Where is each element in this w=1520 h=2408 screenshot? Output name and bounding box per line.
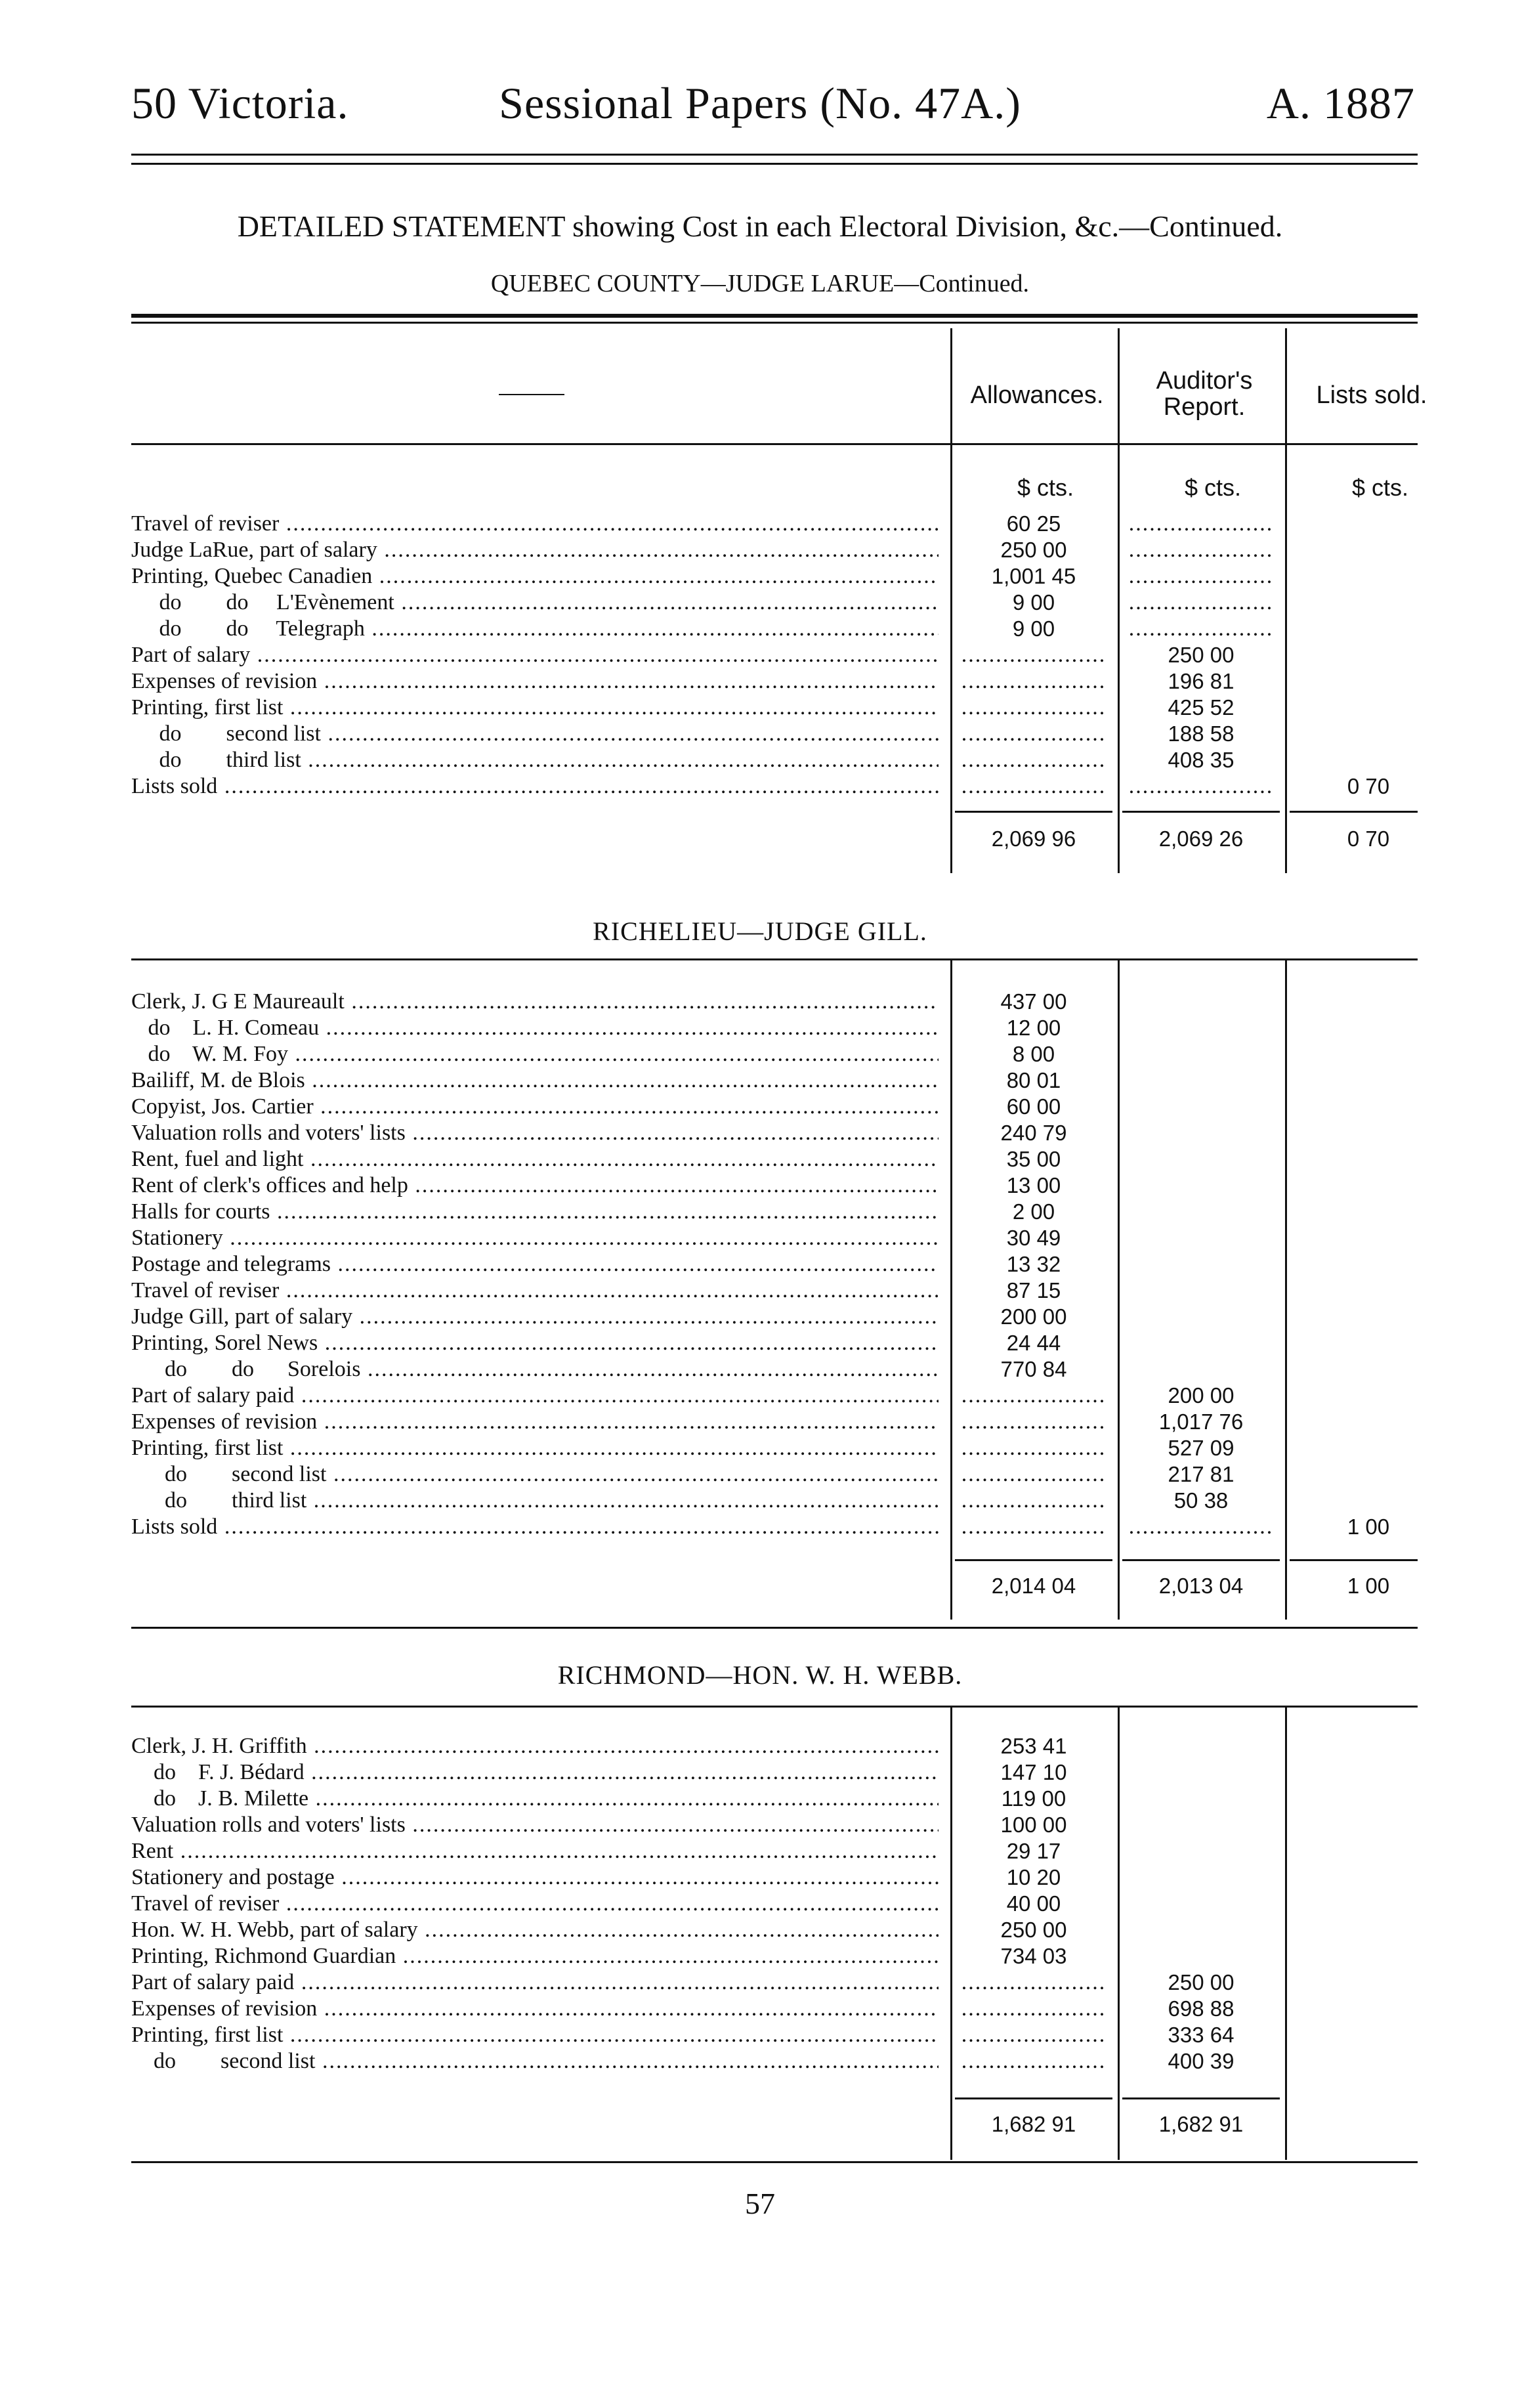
total-rule xyxy=(955,811,1112,813)
row-label: Rent, fuel and light ..... xyxy=(131,1146,939,1172)
table-row xyxy=(131,668,1418,695)
row-label: Stationery ..... xyxy=(131,1225,939,1251)
row-label: Valuation rolls and voters' lists ..... xyxy=(131,1120,939,1146)
row-label: Travel of reviser ..... xyxy=(131,1278,939,1304)
table-top-rule-thin xyxy=(131,322,1418,324)
total-rule xyxy=(1122,2097,1280,2099)
table-row xyxy=(131,1409,1418,1435)
cell-allowances: 29 17 xyxy=(1006,1839,1061,1863)
cell-allowances: 60 25 xyxy=(1006,511,1061,536)
table-row xyxy=(131,1199,1418,1225)
cell-allowances: 1,001 45 xyxy=(991,564,1076,588)
table-row xyxy=(131,1251,1418,1278)
cell-report: 196 81 xyxy=(1168,669,1235,693)
dot-leader: ..................... xyxy=(961,643,1107,667)
table-row xyxy=(131,1172,1418,1199)
cell-allowances: 40 00 xyxy=(1006,1891,1061,1916)
table-row xyxy=(131,1864,1418,1891)
cell-report: 425 52 xyxy=(1168,695,1235,720)
dot-leader: ..................... xyxy=(961,721,1107,746)
row-label: do do Sorelois ..... xyxy=(131,1356,939,1383)
table-row xyxy=(131,1094,1418,1120)
total-sold: 0 70 xyxy=(1347,827,1390,851)
row-label: Part of salary ..... xyxy=(131,642,939,668)
cell-allowances: 253 41 xyxy=(1000,1734,1067,1758)
header-rule-top xyxy=(131,154,1418,156)
cell-allowances: 200 00 xyxy=(1000,1304,1067,1329)
cell-allowances: 2 00 xyxy=(1012,1199,1055,1224)
row-label: Part of salary paid ..... xyxy=(131,1383,939,1409)
dot-leader: ..................... xyxy=(961,1996,1107,2021)
cell-allowances: 8 00 xyxy=(1012,1042,1055,1066)
row-label: Hon. W. H. Webb, part of salary ..... xyxy=(131,1917,939,1943)
row-label: Expenses of revision ..... xyxy=(131,1409,939,1435)
dot-leader: ..................... xyxy=(961,1462,1107,1486)
cell-allowances: 119 00 xyxy=(1001,1786,1066,1811)
cell-allowances: 35 00 xyxy=(1006,1147,1061,1171)
row-label: do third list ..... xyxy=(131,747,939,773)
cell-allowances: 10 20 xyxy=(1006,1865,1061,1889)
table-row xyxy=(131,642,1418,668)
header-rule-bottom xyxy=(131,163,1418,165)
row-label: Part of salary paid ..... xyxy=(131,1969,939,1996)
row-label: Printing, first list ..... xyxy=(131,1435,939,1461)
table-row xyxy=(131,1759,1418,1786)
cell-allowances: 80 01 xyxy=(1006,1068,1061,1092)
header-center: Sessional Papers (No. 47A.) xyxy=(499,78,1021,128)
table-row xyxy=(131,1838,1418,1864)
table-row xyxy=(131,2022,1418,2048)
table-row xyxy=(131,1383,1418,1409)
row-label: Rent of clerk's offices and help ..... xyxy=(131,1172,939,1199)
total-rule xyxy=(1122,1559,1280,1561)
total-allowances: 2,014 04 xyxy=(991,1574,1076,1598)
table-row xyxy=(131,1943,1418,1969)
cell-allowances: 24 44 xyxy=(1006,1331,1061,1355)
row-label: do do L'Evènement ..... xyxy=(131,590,939,616)
total-allowances: 2,069 96 xyxy=(991,827,1076,851)
table-row xyxy=(131,1786,1418,1812)
row-label: Clerk, J. G E Maureault ..... xyxy=(131,989,939,1015)
section-subtitle: QUEBEC COUNTY—JUDGE LARUE—Continued. xyxy=(490,270,1030,297)
dot-leader: ..................... xyxy=(961,748,1107,772)
dot-leader: ..................... xyxy=(961,1383,1107,1408)
cell-allowances: 13 32 xyxy=(1006,1252,1061,1276)
row-label: Judge Gill, part of salary ..... xyxy=(131,1304,939,1330)
table-row xyxy=(131,1461,1418,1488)
table-row xyxy=(131,1330,1418,1356)
table-row xyxy=(131,989,1418,1015)
row-label: Stationery and postage ..... xyxy=(131,1864,939,1891)
row-label: Copyist, Jos. Cartier ..... xyxy=(131,1094,939,1120)
section-rule xyxy=(131,1627,1418,1629)
row-label: Printing, Sorel News ..... xyxy=(131,1330,939,1356)
table-row xyxy=(131,1067,1418,1094)
dot-leader: ..................... xyxy=(961,2023,1107,2047)
total-report: 2,069 26 xyxy=(1158,827,1244,851)
row-label: Bailiff, M. de Blois ..... xyxy=(131,1067,939,1094)
table-row xyxy=(131,537,1418,563)
row-label: do W. M. Foy ..... xyxy=(131,1041,939,1067)
row-label: Printing, first list ..... xyxy=(131,2022,939,2048)
table-row xyxy=(131,773,1418,800)
row-label: do second list ..... xyxy=(131,721,939,747)
table-row xyxy=(131,747,1418,773)
header-bottom-rule xyxy=(131,443,1418,445)
cell-report: 400 39 xyxy=(1168,2049,1235,2073)
total-report: 2,013 04 xyxy=(1158,1574,1244,1598)
row-label: Rent ..... xyxy=(131,1838,939,1864)
cell-allowances: 734 03 xyxy=(1000,1944,1067,1968)
row-label: Lists sold ..... xyxy=(131,773,939,800)
dot-leader: ..................... xyxy=(961,774,1107,798)
row-label: Clerk, J. H. Griffith ..... xyxy=(131,1733,939,1759)
cell-allowances: 9 00 xyxy=(1012,616,1055,641)
row-label: Printing, Richmond Guardian ..... xyxy=(131,1943,939,1969)
dot-leader: ..................... xyxy=(1128,511,1274,536)
table-row xyxy=(131,1435,1418,1461)
total-sold: 1 00 xyxy=(1347,1574,1390,1598)
table-row xyxy=(131,1488,1418,1514)
stub-dash xyxy=(499,394,564,395)
dot-leader: ..................... xyxy=(961,695,1107,720)
row-label: Printing, first list ..... xyxy=(131,695,939,721)
cell-report: 333 64 xyxy=(1168,2023,1235,2047)
dot-leader: ..................... xyxy=(1128,1515,1274,1539)
table-row xyxy=(131,1120,1418,1146)
unit-allowances: $ cts. xyxy=(1017,474,1074,501)
cell-allowances: 147 10 xyxy=(1000,1760,1067,1784)
table-row xyxy=(131,563,1418,590)
table-row xyxy=(131,695,1418,721)
row-label: Expenses of revision ..... xyxy=(131,668,939,695)
table-row xyxy=(131,1812,1418,1838)
column-header-auditors-report-1: Auditor's xyxy=(1156,367,1253,395)
row-label: Expenses of revision ..... xyxy=(131,1996,939,2022)
dot-leader: ..................... xyxy=(961,669,1107,693)
cell-report: 408 35 xyxy=(1168,748,1235,772)
total-rule xyxy=(1290,1559,1418,1561)
total-rule xyxy=(955,1559,1112,1561)
cell-allowances: 250 00 xyxy=(1000,1918,1067,1942)
row-label: do second list ..... xyxy=(131,1461,939,1488)
total-rule xyxy=(955,2097,1112,2099)
section-heading-richelieu: RICHELIEU—JUDGE GILL. xyxy=(593,916,927,946)
dot-leader: ..................... xyxy=(961,1409,1107,1434)
column-header-auditors-report-2: Report. xyxy=(1163,393,1246,421)
row-label: Valuation rolls and voters' lists ..... xyxy=(131,1812,939,1838)
section-rule xyxy=(131,1706,1418,1708)
table-row xyxy=(131,1891,1418,1917)
table-row xyxy=(131,1146,1418,1172)
table-row xyxy=(131,616,1418,642)
cell-report: 217 81 xyxy=(1168,1462,1235,1486)
cell-allowances: 9 00 xyxy=(1012,590,1055,614)
row-label: do do Telegraph ..... xyxy=(131,616,939,642)
dot-leader: ..................... xyxy=(961,1488,1107,1513)
cell-report: 250 00 xyxy=(1168,643,1235,667)
cell-allowances: 13 00 xyxy=(1006,1173,1061,1197)
row-label: do F. J. Bédard ..... xyxy=(131,1759,939,1786)
cell-allowances: 30 49 xyxy=(1006,1226,1061,1250)
dot-leader: ..................... xyxy=(1128,538,1274,562)
table-bottom-rule xyxy=(131,2161,1418,2163)
row-label: Travel of reviser ..... xyxy=(131,511,939,537)
cell-allowances: 12 00 xyxy=(1006,1016,1061,1040)
dot-leader: ..................... xyxy=(1128,616,1274,641)
row-label: Halls for courts ..... xyxy=(131,1199,939,1225)
cell-allowances: 87 15 xyxy=(1006,1278,1061,1302)
cell-report: 698 88 xyxy=(1168,1996,1235,2021)
dot-leader: ..................... xyxy=(1128,590,1274,614)
cell-allowances: 250 00 xyxy=(1000,538,1067,562)
table-row xyxy=(131,590,1418,616)
cell-report: 1,017 76 xyxy=(1158,1409,1244,1434)
row-label: do second list ..... xyxy=(131,2048,939,2075)
section-rule xyxy=(131,958,1418,960)
table-row xyxy=(131,2048,1418,2075)
row-label: Travel of reviser ..... xyxy=(131,1891,939,1917)
table-row xyxy=(131,1733,1418,1759)
table-row xyxy=(131,1514,1418,1540)
column-header-allowances: Allowances. xyxy=(970,381,1104,409)
unit-report: $ cts. xyxy=(1185,474,1242,501)
unit-sold: $ cts. xyxy=(1352,474,1409,501)
row-label: Printing, Quebec Canadien ..... xyxy=(131,563,939,590)
dot-leader: ..................... xyxy=(961,1436,1107,1460)
table-row xyxy=(131,1015,1418,1041)
cell-allowances: 100 00 xyxy=(1000,1813,1067,1837)
table-row xyxy=(131,721,1418,747)
cell-sold: 1 00 xyxy=(1347,1515,1390,1539)
total-rule xyxy=(1122,811,1280,813)
cell-report: 250 00 xyxy=(1168,1970,1235,1994)
table-row xyxy=(131,511,1418,537)
table-row xyxy=(131,1304,1418,1330)
row-label: do L. H. Comeau ..... xyxy=(131,1015,939,1041)
cell-report: 200 00 xyxy=(1168,1383,1235,1408)
cell-report: 50 38 xyxy=(1173,1488,1229,1513)
dot-leader: ..................... xyxy=(961,1970,1107,1994)
row-label: Judge LaRue, part of salary ..... xyxy=(131,537,939,563)
dot-leader: ..................... xyxy=(961,1515,1107,1539)
row-label: do third list ..... xyxy=(131,1488,939,1514)
table-row xyxy=(131,1278,1418,1304)
cell-allowances: 770 84 xyxy=(1000,1357,1067,1381)
table-row xyxy=(131,1917,1418,1943)
page-number: 57 xyxy=(745,2187,775,2220)
total-report: 1,682 91 xyxy=(1158,2112,1244,2136)
table-row xyxy=(131,1969,1418,1996)
dot-leader: ..................... xyxy=(1128,774,1274,798)
table-row xyxy=(131,1225,1418,1251)
header-left: 50 Victoria. xyxy=(131,78,349,128)
dot-leader: ..................... xyxy=(961,2049,1107,2073)
table-row xyxy=(131,1356,1418,1383)
header-right: A. 1887 xyxy=(1266,78,1415,128)
cell-report: 188 58 xyxy=(1168,721,1235,746)
total-rule xyxy=(1290,811,1418,813)
row-label: do J. B. Milette ..... xyxy=(131,1786,939,1812)
table-row xyxy=(131,1996,1418,2022)
cell-allowances: 60 00 xyxy=(1006,1094,1061,1119)
table-row xyxy=(131,1041,1418,1067)
cell-allowances: 240 79 xyxy=(1000,1121,1067,1145)
total-allowances: 1,682 91 xyxy=(991,2112,1076,2136)
statement-title: DETAILED STATEMENT showing Cost in each Electoral Division, &c.—Continued. xyxy=(237,209,1283,243)
row-label: Postage and telegrams ..... xyxy=(131,1251,939,1278)
cell-allowances: 437 00 xyxy=(1000,989,1067,1014)
cell-report: 527 09 xyxy=(1168,1436,1235,1460)
dot-leader: ..................... xyxy=(1128,564,1274,588)
column-header-lists-sold: Lists sold. xyxy=(1316,381,1427,409)
row-label: Lists sold ..... xyxy=(131,1514,939,1540)
section-heading-richmond: RICHMOND—HON. W. H. WEBB. xyxy=(557,1660,963,1690)
table-top-rule xyxy=(131,314,1418,318)
cell-sold: 0 70 xyxy=(1347,774,1390,798)
